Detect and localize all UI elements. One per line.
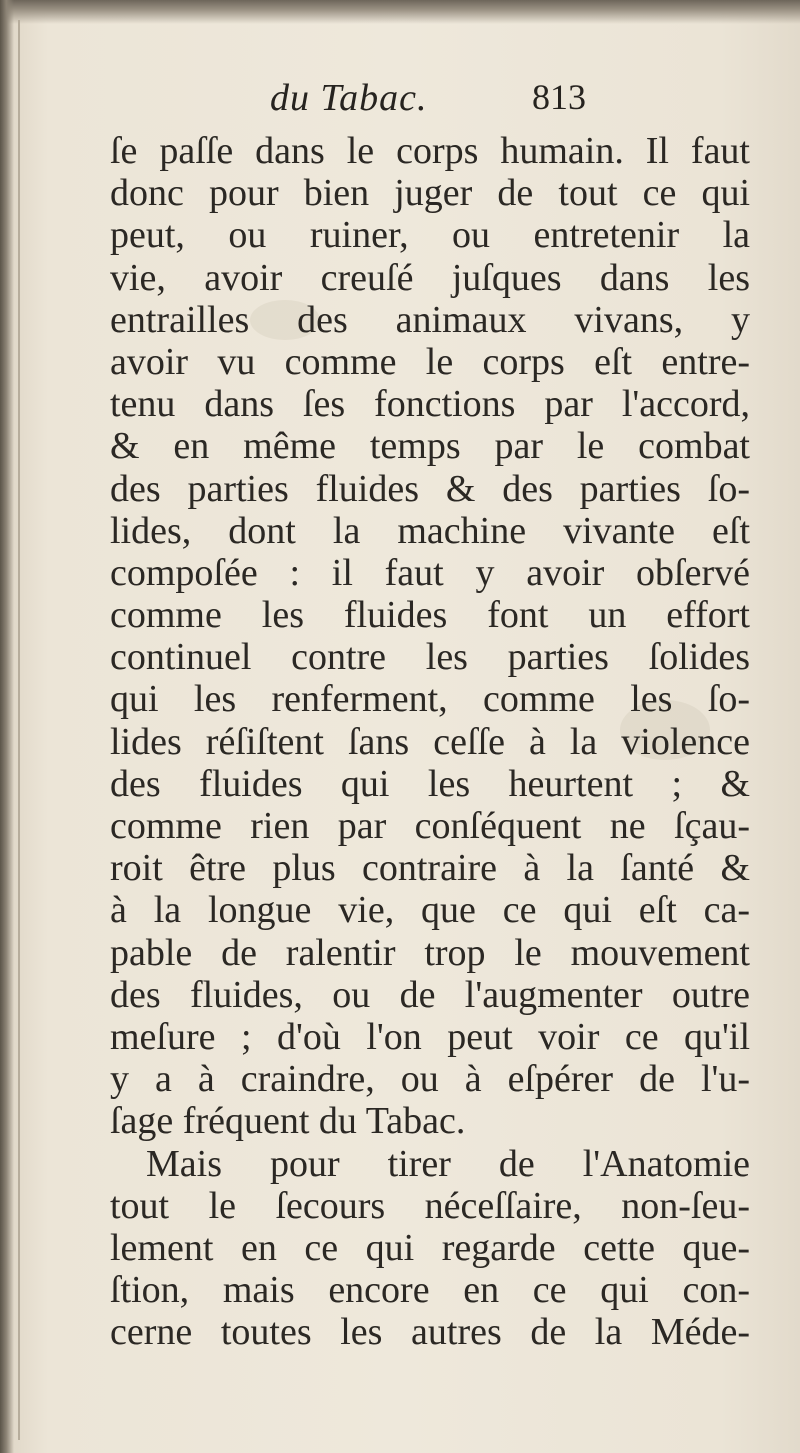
text-line: à la longue vie, que ce qui eſt ca- [110, 889, 750, 932]
text-line: ſe paſſe dans le corps humain. Il faut [110, 130, 750, 172]
text-line: pable de ralentir trop le mouvement [110, 931, 750, 974]
text-line: Mais pour tirer de l'Anatomie [146, 1142, 750, 1185]
page-header [0, 76, 800, 126]
text-line: lides, dont la machine vivante eſt [110, 509, 750, 552]
text-line: des fluides, ou de l'augmenter outre [110, 973, 750, 1016]
binding-line [18, 20, 20, 1440]
text-line: comme les fluides font un effort [110, 594, 750, 637]
text-line: comme rien par conſéquent ne ſçau- [110, 805, 750, 847]
text-line: avoir vu comme le corps eſt entre- [110, 340, 750, 383]
body-text [110, 130, 750, 1353]
text-line: & en même temps par le combat [110, 425, 750, 468]
page-binding-edge [0, 0, 14, 1453]
page-number: 813 [532, 77, 586, 117]
text-line: entrailles des animaux vivans, y [110, 298, 750, 341]
page-top-shadow [0, 0, 800, 24]
text-line: cerne toutes les autres de la Méde- [110, 1311, 750, 1354]
text-line: y a à craindre, ou à eſpérer de l'u- [110, 1058, 750, 1101]
text-line: des parties fluides & des parties ſo- [110, 467, 750, 510]
text-line: roit être plus contraire à la ſanté & [110, 847, 750, 890]
text-line: qui les renferment, comme les ſo- [110, 678, 750, 721]
running-title: du Tabac. [270, 77, 428, 119]
text-line: ſtion, mais encore en ce qui con- [110, 1269, 750, 1312]
text-line: donc pour bien juger de tout ce qui [110, 172, 750, 215]
text-line: ſage fréquent du Tabac. [110, 1100, 466, 1143]
text-line: meſure ; d'où l'on peut voir ce qu'il [110, 1015, 750, 1058]
text-line: vie, avoir creuſé juſques dans les [110, 256, 750, 299]
text-line: tout le ſecours néceſſaire, non-ſeu- [110, 1184, 750, 1227]
text-line: tenu dans ſes fonctions par l'accord, [110, 383, 750, 426]
text-line: compoſée : il faut y avoir obſervé [110, 551, 750, 594]
text-line: des fluides qui les heurtent ; & [110, 762, 750, 805]
text-line: continuel contre les parties ſolides [110, 636, 750, 679]
text-line: lides réſiſtent ſans ceſſe à la violence [110, 720, 750, 763]
text-line: peut, ou ruiner, ou entretenir la [110, 214, 750, 257]
text-line: lement en ce qui regarde cette que- [110, 1226, 750, 1269]
